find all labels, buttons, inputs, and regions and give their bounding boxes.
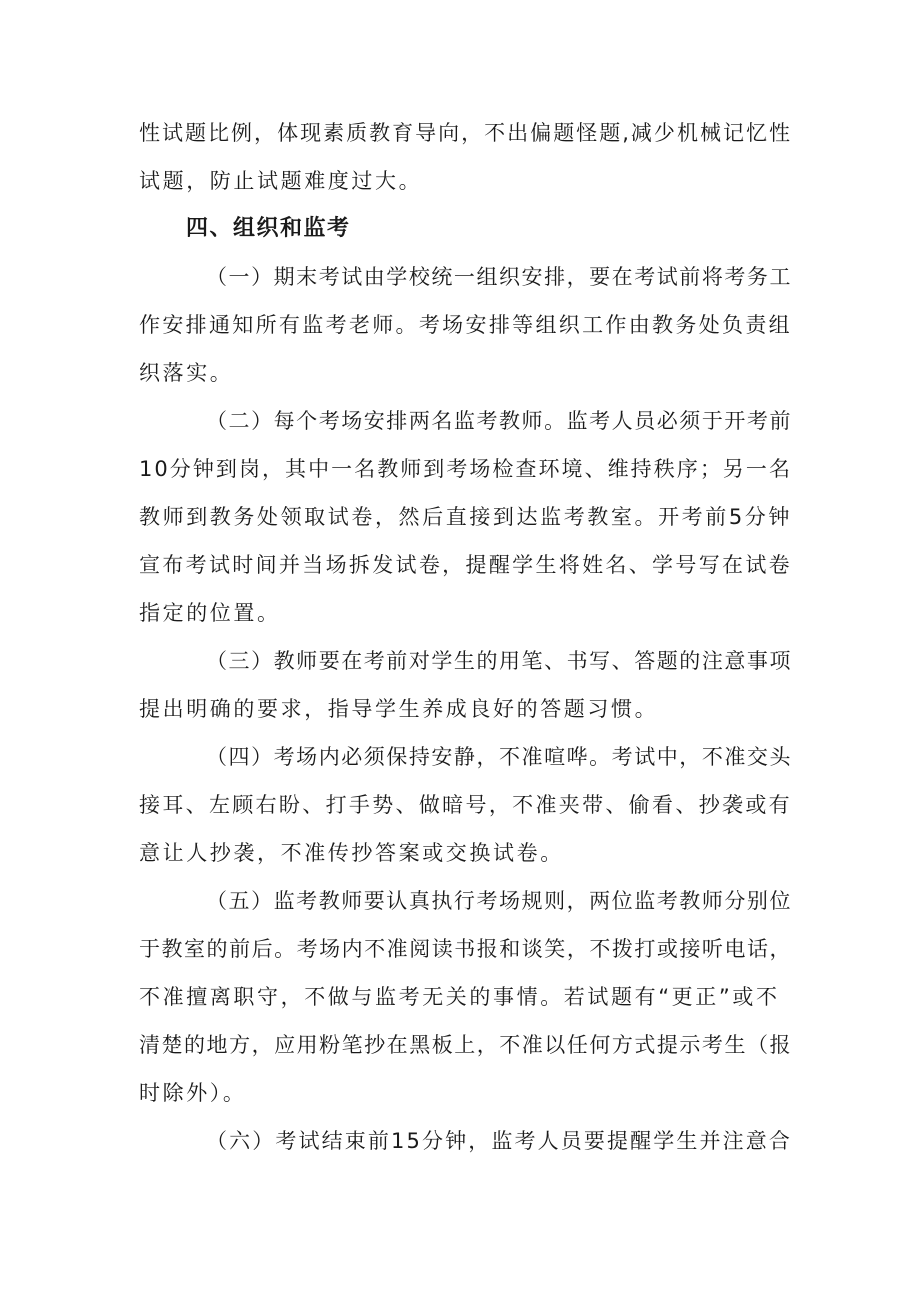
paragraph-4-line: 接耳、左顾右盼、打手势、做暗号，不准夹带、偷看、抄袭或有 (139, 793, 792, 817)
paragraph-1-line: 织落实。 (139, 361, 234, 385)
text-line: 试题，防止试题难度过大。 (139, 169, 423, 193)
paragraph-5-line: 时除外）。 (139, 1081, 247, 1105)
text-line: 性试题比例，体现素质教育导向，不出偏题怪题,减少机械记忆性 (139, 121, 792, 145)
paragraph-2-line: （二）每个考场安排两名监考教师。监考人员必须于开考前 (206, 409, 792, 433)
paragraph-5-line: 清楚的地方，应用粉笔抄在黑板上，不准以任何方式提示考生（报 (139, 1033, 792, 1057)
paragraph-5-line: 于教室的前后。考场内不准阅读书报和谈笑，不拨打或接听电话， (139, 937, 792, 961)
section-heading: 四、组织和监考 (186, 216, 351, 241)
paragraph-2-line: 指定的位置。 (139, 601, 281, 625)
paragraph-1-line: 作安排通知所有监考老师。考场安排等组织工作由教务处负责组 (139, 313, 792, 337)
paragraph-1-line: （一）期末考试由学校统一组织安排，要在考试前将考务工 (206, 265, 792, 289)
paragraph-5-line: 不准擅离职守，不做与监考无关的事情。若试题有“更正”或不 (139, 985, 780, 1009)
paragraph-4-line: 意让人抄袭，不准传抄答案或交换试卷。 (139, 841, 564, 865)
paragraph-3-line: 提出明确的要求，指导学生养成良好的答题习惯。 (139, 697, 659, 721)
paragraph-2-line: 10分钟到岗，其中一名教师到考场检查环境、维持秩序；另一名 (139, 457, 792, 481)
paragraph-4-line: （四）考场内必须保持安静，不准喧哗。考试中，不准交头 (206, 745, 792, 769)
paragraph-2-line: 教师到教务处领取试卷，然后直接到达监考教室。开考前5分钟 (139, 505, 792, 529)
paragraph-6-line: （六）考试结束前15分钟，监考人员要提醒学生并注意合 (206, 1129, 792, 1153)
paragraph-2-line: 宣布考试时间并当场拆发试卷，提醒学生将姓名、学号写在试卷 (139, 553, 792, 577)
paragraph-5-line: （五）监考教师要认真执行考场规则，两位监考教师分别位 (206, 889, 792, 913)
paragraph-3-line: （三）教师要在考前对学生的用笔、书写、答题的注意事项 (206, 649, 792, 673)
